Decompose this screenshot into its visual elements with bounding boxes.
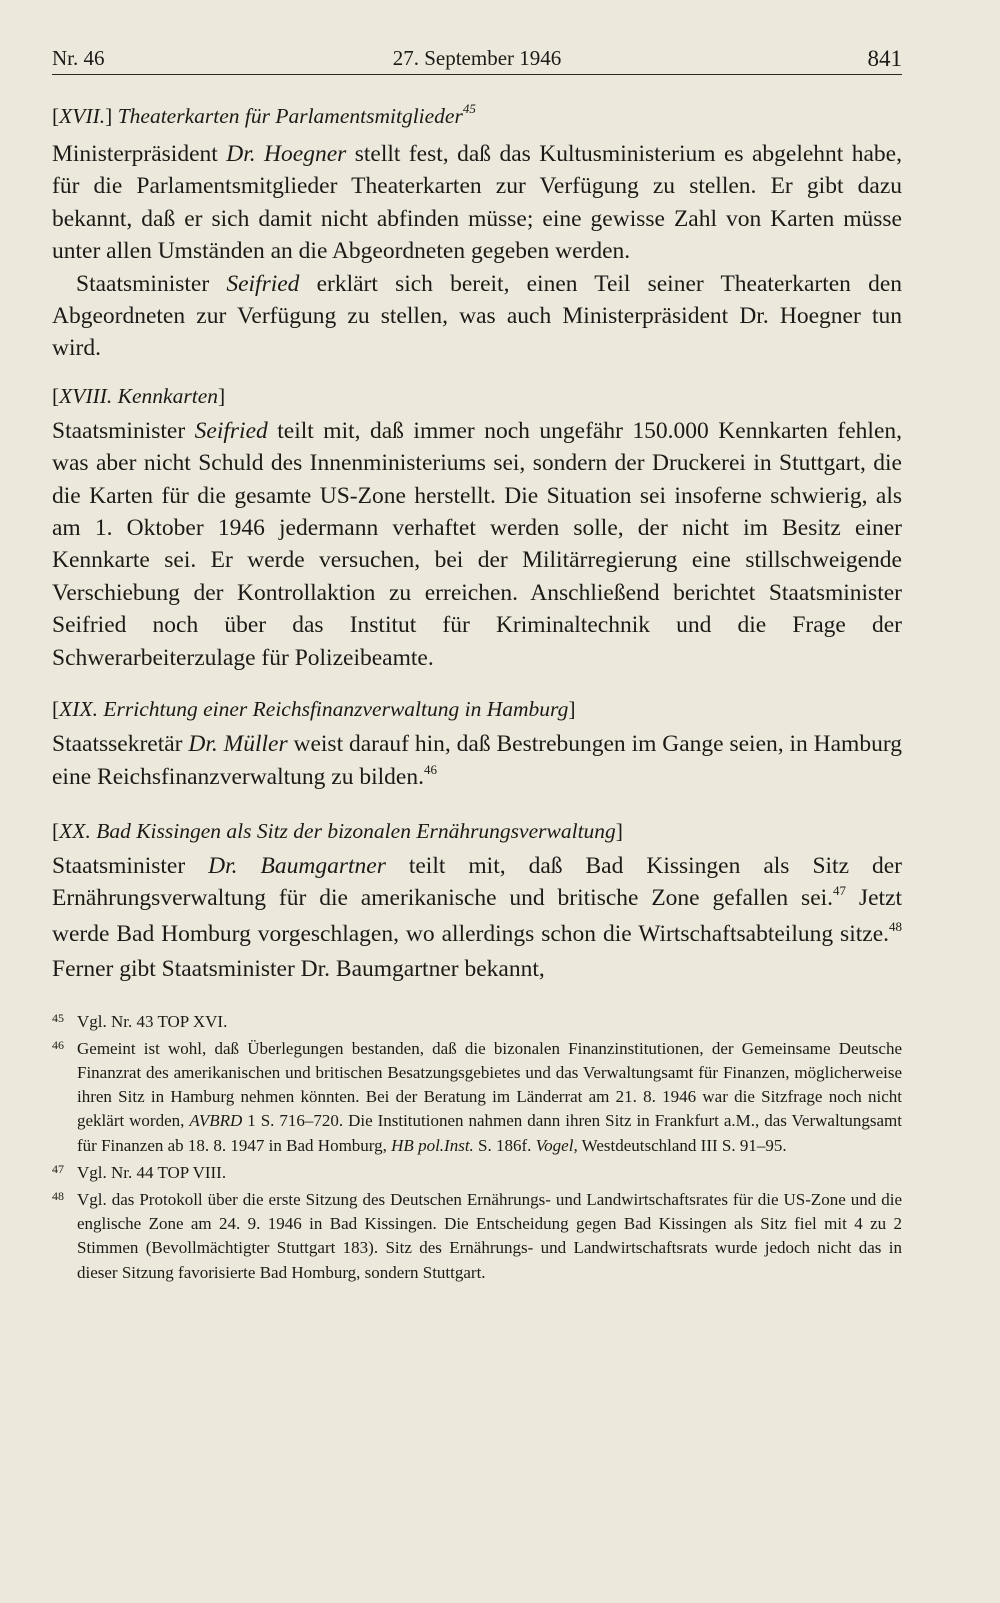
section-label: XX. xyxy=(59,818,91,843)
footnote xyxy=(52,1161,902,1185)
text: teilt mit, daß immer noch ungefähr 150.000 Kennkarten fehlen, was aber nicht Schuld des Innenministeriums sei, sondern der Druckerei in Stuttgart, die die Karten für die gesamte US-Zone herstellt. Die Situation sei insoferne schwierig, als am 1. Oktober 1946 jedermann verhaftet werden solle, der nicht im Besitz einer Kennkarte sei. Er werde versuchen, bei der Militärregierung eine stillschweigende Verschiebung der Kontrollaktion zu erreichen. Anschließend berichtet Staatsminister Seifried noch über das Institut für Kriminaltechnik und die Frage der Schwerarbeiterzulage für Polizeibeamte. xyxy=(52,417,903,671)
section-title: Bad Kissingen als Sitz der bizonalen Ernährungsverwaltung xyxy=(96,818,616,843)
page-header xyxy=(52,40,902,75)
footnote-ref: 47 xyxy=(833,883,847,899)
footnote xyxy=(52,1037,902,1158)
citation-abbrev: HB pol.Inst. xyxy=(391,1135,474,1155)
paragraph xyxy=(52,728,902,796)
text: Westdeutschland III S. 91–95. xyxy=(577,1135,787,1155)
paragraph xyxy=(52,138,902,268)
text: Vgl. Nr. 44 TOP VIII. xyxy=(77,1162,227,1182)
text: weist darauf hin, daß Bestrebungen im Gange seien, in Hamburg eine Reichsfinanzverwaltung zu bilden. xyxy=(52,731,902,790)
text: Jetzt werde Bad Homburg vorgeschlagen, wo allerdings schon die Wirtschaftsabteilung sitze. xyxy=(52,885,902,947)
person-name: Dr. Baumgartner xyxy=(208,852,386,879)
footnote-ref: 48 xyxy=(889,918,902,934)
text: S. 186f. xyxy=(473,1135,536,1155)
person-name: Seifried xyxy=(194,417,268,444)
citation-abbrev: AVBRD xyxy=(189,1111,243,1131)
footnote-number: 48 xyxy=(52,1188,64,1203)
text: Staatsminister xyxy=(52,417,195,444)
document-page xyxy=(52,40,902,1288)
text: stellt fest, daß das Kultusministerium es abgelehnt habe, für die Parlamentsmitglieder Theaterkarten zur Verfügung zu stellen. Er gibt dazu bekannt, daß er sich damit nicht abfinden müsse; eine gewisse Zahl von Karten müsse unter allen Umständen an die Abgeordneten gegeben werden. xyxy=(52,141,902,265)
paragraph xyxy=(52,850,902,986)
footnote xyxy=(52,1010,902,1034)
section-heading: [XX. Bad Kissingen als Sitz der bizonalen Ernährungsverwaltung] xyxy=(52,818,623,843)
section-xvii xyxy=(52,101,902,365)
text: Staatsminister xyxy=(76,270,227,297)
section-label: XIX. xyxy=(59,697,98,722)
text: Vgl. Nr. 43 TOP XVI. xyxy=(77,1011,228,1031)
footnotes xyxy=(52,1010,902,1285)
text: 1 S. 716–720. Die Institutionen nahmen dann ihren Sitz in Frankfurt a.M., das Verwaltungsamt für Finanzen ab 18. 8. 1947 in Bad Homburg, xyxy=(77,1111,902,1155)
text: Gemeint ist wohl, daß Überlegungen bestanden, daß die bizonalen Finanzinstitutionen, der Gemeinsame Deutsche Finanzrat des amerikanischen und britischen Besatzungsgebietes und das Verwaltungsamt für Finanzen, möglicherweise ihren Sitz in Hamburg nehmen könnten. Bei der Beratung im Länderrat am 21. 8. 1946 war die Sitzfrage noch nicht geklärt worden, xyxy=(77,1038,902,1131)
section-heading: [XIX. Errichtung einer Reichsfinanzverwaltung in Hamburg] xyxy=(52,697,576,722)
paragraph xyxy=(52,415,902,674)
footnote-number: 47 xyxy=(52,1161,64,1176)
page-number: 841 xyxy=(867,46,902,71)
section-xx xyxy=(52,816,902,986)
section-xix xyxy=(52,694,902,796)
footnote xyxy=(52,1188,902,1285)
section-label: XVII. xyxy=(59,104,106,128)
footnote-number: 46 xyxy=(52,1037,64,1052)
header-date: 27. September 1946 xyxy=(392,46,562,70)
footnote-number: 45 xyxy=(52,1010,64,1025)
text: teilt mit, daß Bad Kissingen als Sitz der Ernährungsverwaltung für die amerikanische und britische Zone gefallen sei. xyxy=(52,852,902,912)
section-heading: [XVIII. Kennkarten] xyxy=(52,383,226,408)
paragraph xyxy=(52,268,902,365)
section-title: Theaterkarten für Parlamentsmitglieder xyxy=(117,104,463,128)
footnote-ref: 46 xyxy=(423,761,437,777)
text: erklärt sich bereit, einen Teil seiner Theaterkarten den Abgeordneten zur Verfügung zu stellen, was auch Ministerpräsident Dr. Hoegner tun wird. xyxy=(52,270,903,362)
issue-number: Nr. 46 xyxy=(52,46,105,70)
text: Staatsminister xyxy=(52,852,209,879)
person-name: Dr. Hoegner xyxy=(226,141,347,167)
text: Vgl. das Protokoll über die erste Sitzung des Deutschen Ernährungs- und Landwirtschaftsrates für die US-Zone und die englische Zone am 24. 9. 1946 in Bad Kissingen. Die Entscheidung gegen Bad Kissingen als Sitz fiel mit 4 zu 2 Stimmen (Bevollmächtigter Stuttgart 183). Sitz des Ernährungs- und Landwirtschaftsrats wurde jedoch nicht das in dieser Sitzung favorisierte Bad Homburg, sondern Stuttgart. xyxy=(77,1189,902,1282)
section-title: Kennkarten xyxy=(117,383,218,408)
section-heading: [XVII.] Theaterkarten für Parlamentsmitglieder$^{45}$ xyxy=(52,101,476,128)
person-name: Dr. Müller xyxy=(188,731,288,758)
text: Ferner gibt Staatsminister Dr. Baumgartner bekannt, xyxy=(52,956,545,983)
citation-author: Vogel, xyxy=(535,1135,578,1155)
text: Staatssekretär xyxy=(52,731,189,758)
section-title: Errichtung einer Reichsfinanzverwaltung in Hamburg xyxy=(103,697,569,722)
text: Ministerpräsident xyxy=(52,141,227,167)
person-name: Seifried xyxy=(226,270,300,297)
section-xviii xyxy=(52,381,902,674)
footnote-ref: 45 xyxy=(462,101,476,116)
section-label: XVIII. xyxy=(59,383,113,408)
